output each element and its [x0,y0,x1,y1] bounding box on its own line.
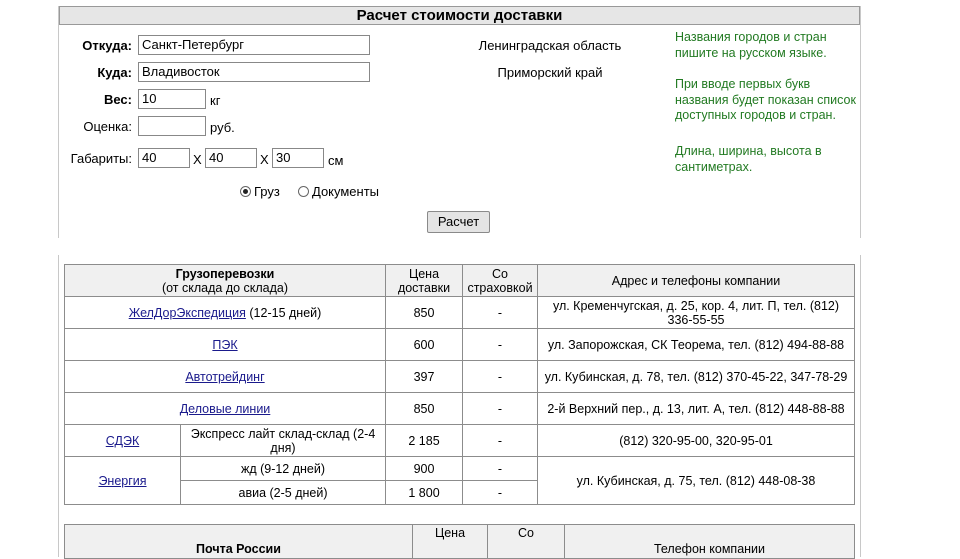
table-row [65,425,855,457]
price-cell: 850 [386,297,463,329]
to-label: Куда: [97,65,132,80]
radio-documents-label: Документы [312,184,380,199]
table-row [65,297,855,329]
price-cell: 850 [386,393,463,425]
hint-russian-names: Названия городов и стран пишите на русском языке. [675,30,827,60]
price-header-line1: Цена [408,266,440,281]
price-cell: 600 [386,329,463,361]
table-row [65,457,855,481]
post-phone-header: Телефон компании [565,525,855,559]
insurance-cell: - [463,425,538,457]
table-row [65,393,855,425]
insurance-cell: - [463,393,538,425]
to-input[interactable]: Владивосток [138,62,370,82]
from-label: Откуда: [82,38,132,53]
price-cell: 1 800 [386,481,463,505]
freight-title: Грузоперевозки [175,266,275,281]
company-link-avtotreyding[interactable]: Автотрейдинг [185,369,265,384]
post-insurance-header: Со [488,525,565,559]
weight-input[interactable]: 10 [138,89,206,109]
price-header [386,265,463,297]
calculate-button[interactable]: Расчет [427,211,490,233]
length-input[interactable]: 40 [138,148,190,168]
insurance-cell: - [463,481,538,505]
price-header-line2: доставки [397,280,451,295]
hint-autocomplete: При вводе первых букв названия будет показан список доступных городов и стран. [675,77,856,122]
dim-separator: X [193,152,202,167]
height-input[interactable]: 30 [272,148,324,168]
post-price-header: Цена [413,525,488,559]
insurance-cell: - [463,361,538,393]
insurance-cell: - [463,297,538,329]
company-cell [65,457,181,505]
company-link-delovye-linii[interactable]: Деловые линии [179,401,271,416]
service-cell: Экспресс лайт склад-склад (2-4 дня) [181,425,386,457]
insurance-header-line2: страховкой [467,280,533,295]
post-title [65,525,413,559]
radio-documents[interactable] [298,184,379,199]
freight-table [64,264,855,505]
company-cell [65,425,181,457]
calculator-title: Расчет стоимости доставки [59,6,860,25]
price-cell: 2 185 [386,425,463,457]
address-cell: (812) 320-95-00, 320-95-01 [538,425,855,457]
post-table [64,524,855,559]
freight-company-header [65,265,386,297]
dimensions-label: Габариты: [70,151,132,166]
post-header-row [65,525,855,559]
dimensions-unit: см [328,153,344,168]
address-cell: ул. Кременчугская, д. 25, кор. 4, лит. П, тел. (812) 336-55-55 [538,297,855,329]
from-input[interactable]: Санкт-Петербург [138,35,370,55]
radio-cargo-label: Груз [254,184,280,199]
price-cell: 900 [386,457,463,481]
company-link-energiya[interactable]: Энергия [98,473,147,488]
delivery-calculator [58,6,861,238]
weight-label: Вес: [103,92,132,107]
weight-unit: кг [210,93,221,108]
from-region: Ленинградская область [478,38,622,53]
dim-separator: X [260,152,269,167]
company-cell [65,329,386,361]
company-link-cdek[interactable]: СДЭК [105,433,140,448]
table-row [65,361,855,393]
address-cell: ул. Запорожская, СК Теорема, тел. (812) 494-88-88 [538,329,855,361]
to-region: Приморский край [497,65,603,80]
insurance-header-line1: Со [492,266,508,281]
company-cell [65,361,386,393]
address-header: Адрес и телефоны компании [538,265,855,297]
radio-documents-button[interactable] [298,186,309,197]
address-cell: 2-й Верхний пер., д. 13, лит. А, тел. (812) 448-88-88 [538,393,855,425]
service-cell: жд (9-12 дней) [181,457,386,481]
company-link-zheldorekspeditsiya[interactable]: ЖелДорЭкспедиция [128,305,246,320]
delivery-term: (12-15 дней) [249,305,322,320]
company-cell [65,393,386,425]
freight-header-row [65,265,855,297]
price-cell: 397 [386,361,463,393]
insurance-header [463,265,538,297]
declared-value-input[interactable] [138,116,206,136]
company-link-pek[interactable]: ПЭК [212,337,238,352]
insurance-cell: - [463,329,538,361]
company-cell [65,297,386,329]
address-cell: ул. Кубинская, д. 78, тел. (812) 370-45-22, 347-78-29 [538,361,855,393]
address-cell: ул. Кубинская, д. 75, тел. (812) 448-08-38 [538,457,855,505]
freight-subtitle: (от склада до склада) [161,280,289,295]
insurance-cell: - [463,457,538,481]
width-input[interactable]: 40 [205,148,257,168]
declared-value-unit: руб. [210,120,235,135]
table-row [65,329,855,361]
post-title-text: Почта России [196,542,281,556]
radio-cargo-button[interactable] [240,186,251,197]
service-cell: авиа (2-5 дней) [181,481,386,505]
declared-value-label: Оценка: [83,119,132,134]
hint-dimensions: Длина, ширина, высота в сантиметрах. [675,144,822,174]
radio-cargo[interactable] [240,184,280,199]
